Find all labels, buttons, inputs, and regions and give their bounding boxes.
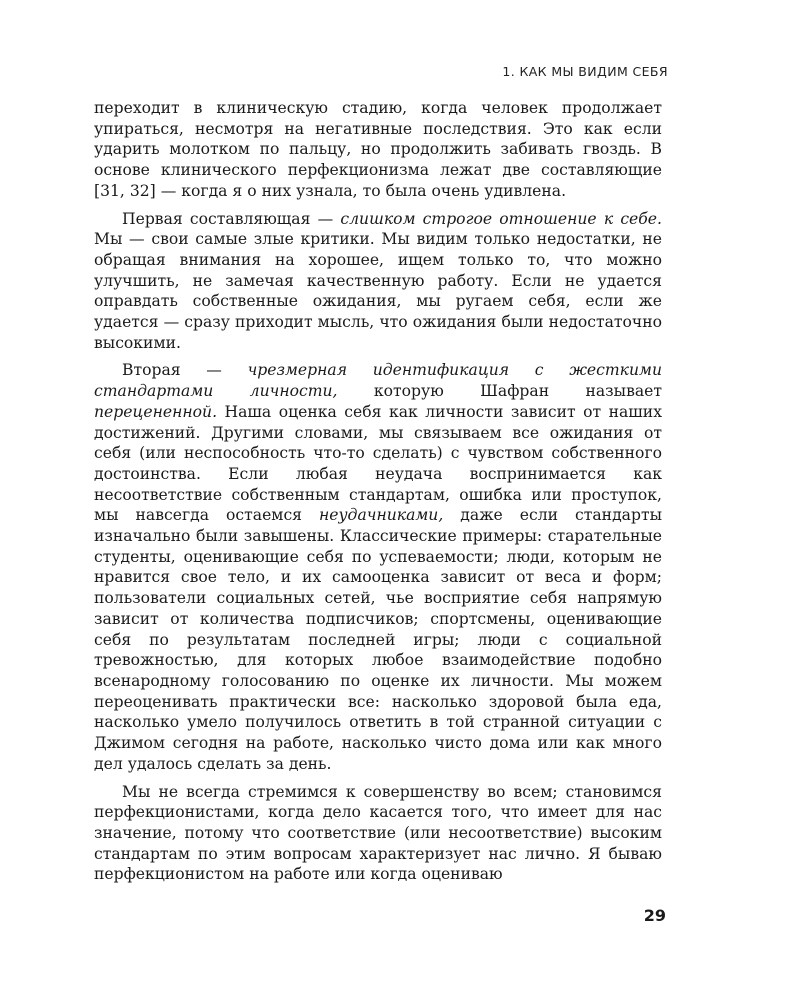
paragraph-3-text-2: которую Шафран называет — [337, 382, 662, 401]
paragraph-3-text-1: Вторая — — [122, 361, 248, 380]
paragraph-4: Мы не всегда стремимся к совершенству во всем; становимся перфекционистами, когда дело касается того, что имеет для нас значение, потому что соответствие (или несоответствие) высоким стандартам по этим вопросам характеризует нас лично. Я бываю перфекционистом на работе или когда оцениваю — [94, 782, 662, 884]
page-number: 29 — [643, 906, 666, 925]
paragraph-2-emphasis-1: слишком строгое отношение к себе. — [340, 209, 662, 228]
body-text — [94, 98, 662, 892]
paragraph-2 — [94, 209, 662, 354]
paragraph-3 — [94, 360, 662, 774]
paragraph-2-text-2: Мы — свои самые злые критики. Мы видим только недостатки, не обращая внимания на хорошее, ищем только то, что можно улучшить, не замечая качественную работу. Если не удается оправдать собственные ожидания, мы ругаем себя, если же удается — сразу приходит мысль, что ожидания были недостаточно высокими. — [94, 230, 662, 352]
paragraph-2-text-1: Первая составляющая — — [122, 209, 341, 228]
paragraph-3-emphasis-2: перецененной. — [94, 402, 218, 421]
paragraph-1: переходит в клиническую стадию, когда человек продолжает упираться, несмотря на негативные последствия. Это как если ударить молотком по пальцу, но продолжить забивать гвоздь. В основе клинического перфекционизма лежат две составляющие [31, 32] — когда я о них узнала, то была очень удивлена. — [94, 99, 662, 200]
paragraph-3-emphasis-3: неудачниками, — [319, 506, 444, 525]
paragraph-3-text-3: Наша оценка себя как личности зависит от наших достижений. Другими словами, мы связываем все ожидания от себя (или неспособность что-то сделать) с чувством собственного достоинства. Если любая неудача воспринимается как несоответствие собственным стандартам, ошибка или проступок, мы навсегда остаемся — [94, 402, 662, 525]
paragraph-3-emphasis-1: чрезмерная идентификация с жесткими стандартами личности, — [94, 361, 662, 401]
running-head: 1. КАК МЫ ВИДИМ СЕБЯ — [502, 64, 668, 79]
paragraph-3-text-4: даже если стандарты изначально были завышены. Классические примеры: старательные студенты, оценивающие себя по успеваемости; люди, которым не нравится свое тело, и их самооценка зависит от веса и форм; пользователи социальных сетей, чье восприятие себя напрямую зависит от количества подписчиков; спортсмены, оценивающие себя по результатам последней игры; люди с социальной тревожностью, для которых любое взаимодействие подобно всенародному голосованию по оценке их личности. Мы можем переоценивать практически все: насколько здоровой была еда, насколько умело получилось ответить в той странной ситуации с Джимом сегодня на работе, насколько чисто дома или как много дел удалось сделать за день. — [94, 506, 662, 773]
